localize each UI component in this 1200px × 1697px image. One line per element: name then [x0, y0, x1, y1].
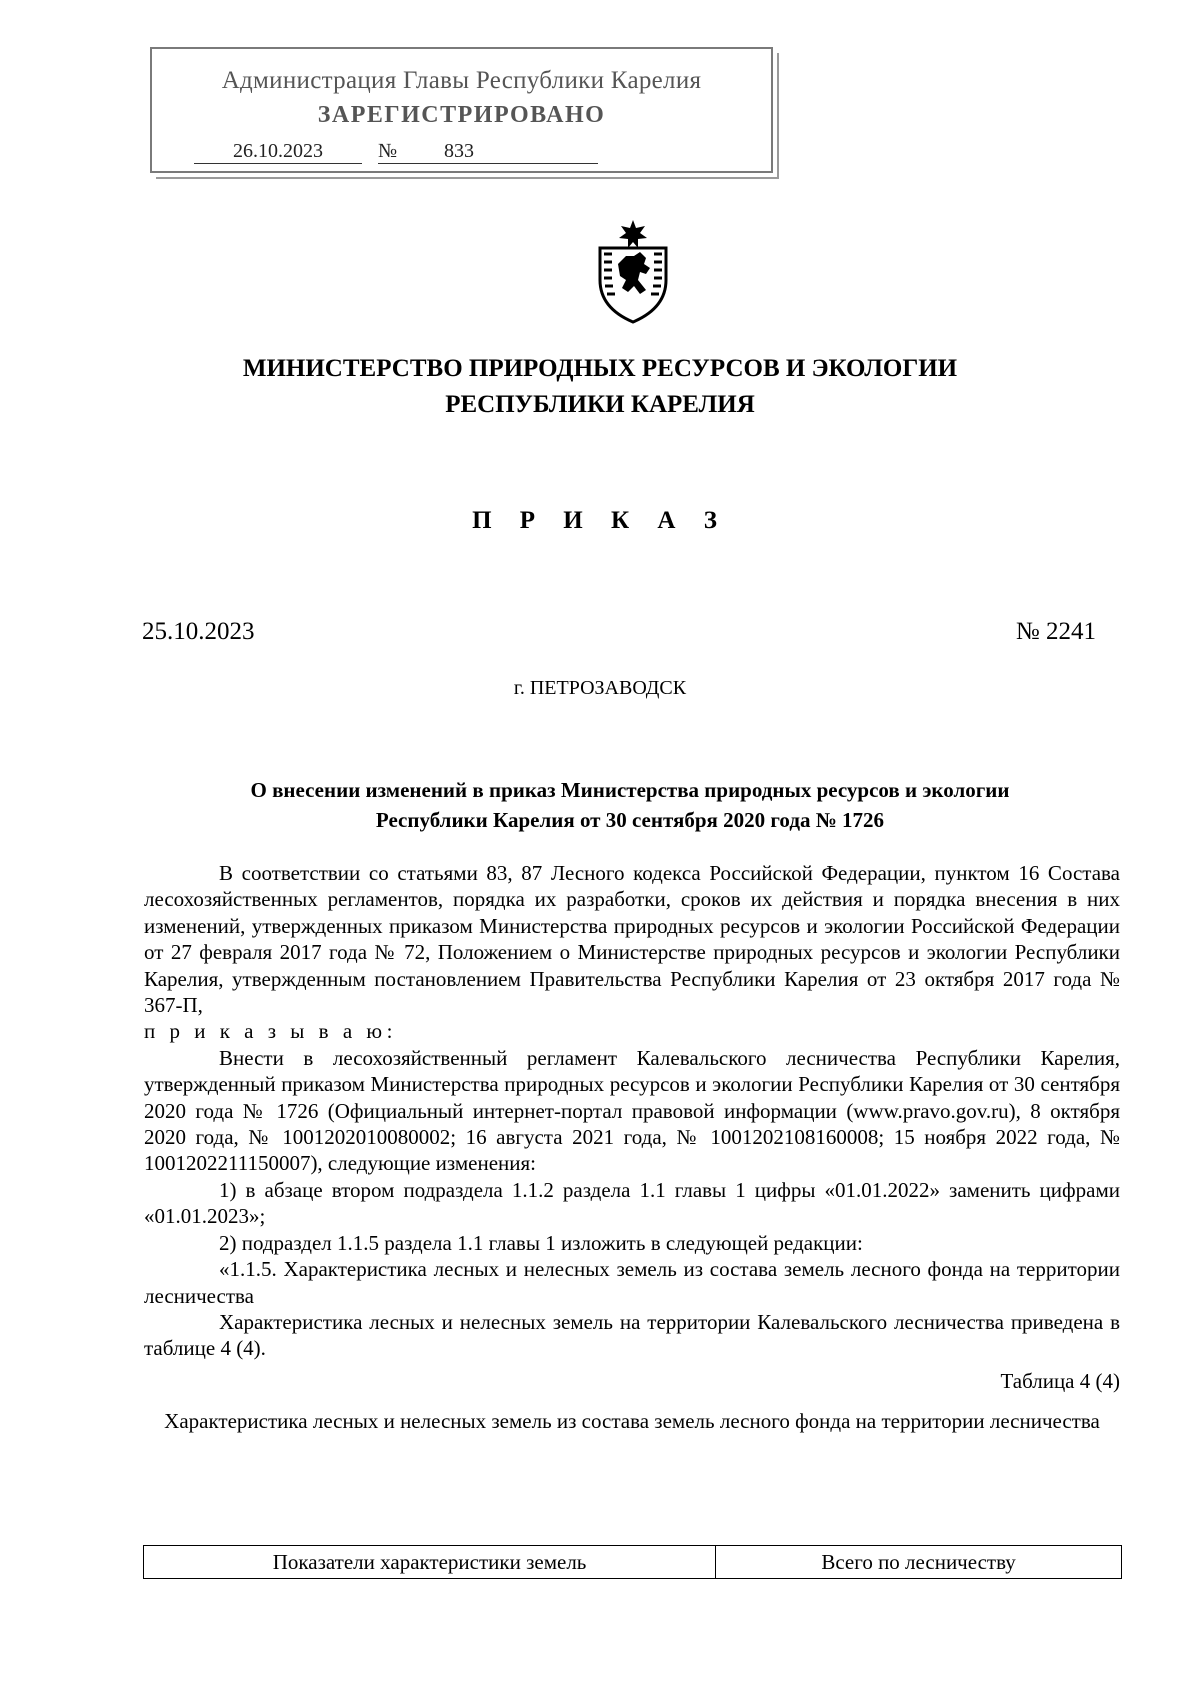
karelia-coat-of-arms-icon	[590, 218, 676, 324]
registration-stamp	[150, 47, 773, 173]
paragraph-order-word: п р и к а з ы в а ю:	[144, 1019, 397, 1044]
document-type: П Р И К А З	[472, 507, 728, 534]
paragraph-table-ref: Характеристика лесных и нелесных земель на территории Калевальского лесничества приведена в таблице 4 (4).	[144, 1309, 1120, 1361]
land-characteristics-table	[143, 1545, 1122, 1579]
table-label: Таблица 4 (4)	[1000, 1368, 1120, 1393]
table-header-cell: Показатели характеристики земель	[144, 1546, 716, 1579]
emblem-star	[619, 220, 647, 248]
paragraph-item-2: 2) подраздел 1.1.5 раздела 1.1 главы 1 изложить в следующей редакции:	[219, 1230, 863, 1255]
city: г. ПЕТРОЗАВОДСК	[513, 677, 687, 699]
table-header-cell: Всего по лесничеству	[716, 1546, 1122, 1579]
ministry-name-line1: МИНИСТЕРСТВО ПРИРОДНЫХ РЕСУРСОВ И ЭКОЛОГИИ	[242, 355, 958, 382]
stamp-date: 26.10.2023	[194, 140, 362, 164]
table-header-row	[144, 1546, 1122, 1579]
paragraph-subsection-title: «1.1.5. Характеристика лесных и нелесных земель из состава земель лесного фонда на территории лесничества	[144, 1257, 1120, 1308]
stamp-organization: Администрация Главы Республики Карелия	[221, 67, 702, 94]
table-title: Характеристика лесных и нелесных земель из состава земель лесного фонда на территории лесничества	[164, 1409, 1100, 1434]
stamp-status: ЗАРЕГИСТРИРОВАНО	[317, 102, 606, 128]
paragraph-amendment: Внести в лесохозяйственный регламент Калевальского лесничества Республики Карелия, утвержденный приказом Министерства природных ресурсов и экологии Республики Карелия от 30 сентября 2020 года № 1726 (Официальный интернет-портал правовой информации (www.pravo.gov.ru), 8 октября 2020 года, № 1001202010080002; 16 августа 2021 года, № 1001202108160008; 15 ноября 2022 года, № 1001202211150007), следующие изменения:	[144, 1045, 1120, 1176]
ministry-name-line2: РЕСПУБЛИКИ КАРЕЛИЯ	[445, 391, 755, 418]
paragraph-basis: В соответствии со статьями 83, 87 Лесного кодекса Российской Федерации, пунктом 16 Состава лесохозяйственных регламентов, порядка их разработки, сроков их действия и порядка внесения в них изменений, утвержденных приказом Министерства природных ресурсов и экологии Российской Федерации от 27 февраля 2017 года № 72, Положением о Министерстве природных ресурсов и экологии Республики Карелия, утвержденным постановлением Правительства Республики Карелия от 23 октября 2017 года № 367-П,	[144, 861, 1120, 1018]
stamp-number-sign: №	[378, 140, 408, 164]
paragraph-item-1: 1) в абзаце втором подраздела 1.1.2 раздела 1.1 главы 1 цифры «01.01.2022» заменить цифрами «01.01.2023»;	[144, 1177, 1120, 1229]
document-body	[144, 860, 1120, 1435]
subject-line2: Республики Карелия от 30 сентября 2020 года № 1726	[375, 808, 885, 832]
order-date: 25.10.2023	[142, 618, 255, 645]
subject-line1: О внесении изменений в приказ Министерства природных ресурсов и экологии	[250, 778, 1010, 802]
order-number: № 2241	[1015, 618, 1096, 645]
stamp-number: 833	[408, 140, 598, 164]
